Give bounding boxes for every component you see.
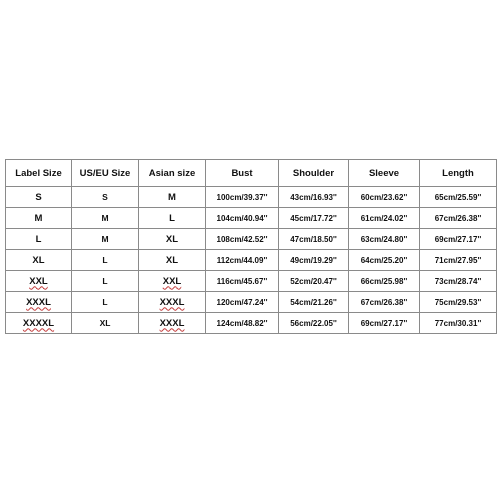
shoulder-cell: 52cm/20.47'' xyxy=(279,271,349,292)
sleeve-cell: 60cm/23.62'' xyxy=(349,187,420,208)
length-cell: 69cm/27.17'' xyxy=(420,229,497,250)
asian-size-cell: XL xyxy=(139,250,206,271)
header-length: Length xyxy=(420,160,497,187)
shoulder-cell: 54cm/21.26'' xyxy=(279,292,349,313)
asian-size-cell xyxy=(139,292,206,313)
us-eu-size-cell: S xyxy=(72,187,139,208)
shoulder-cell: 43cm/16.93'' xyxy=(279,187,349,208)
us-eu-size-cell: L xyxy=(72,292,139,313)
header-sleeve: Sleeve xyxy=(349,160,420,187)
asian-size-text: XXXL xyxy=(159,296,185,308)
sleeve-cell: 64cm/25.20'' xyxy=(349,250,420,271)
asian-size-text: XXL xyxy=(162,275,182,287)
size-chart-table xyxy=(5,159,497,334)
length-cell: 67cm/26.38'' xyxy=(420,208,497,229)
bust-cell: 108cm/42.52'' xyxy=(206,229,279,250)
header-shoulder: Shoulder xyxy=(279,160,349,187)
asian-size-cell: M xyxy=(139,187,206,208)
us-eu-size-cell: L xyxy=(72,271,139,292)
shoulder-cell: 47cm/18.50'' xyxy=(279,229,349,250)
length-cell: 75cm/29.53'' xyxy=(420,292,497,313)
asian-size-cell: XL xyxy=(139,229,206,250)
label-size-cell: XL xyxy=(6,250,72,271)
table-row xyxy=(6,271,497,292)
bust-cell: 116cm/45.67'' xyxy=(206,271,279,292)
label-size-cell xyxy=(6,271,72,292)
sleeve-cell: 69cm/27.17'' xyxy=(349,313,420,334)
header-asian-size: Asian size xyxy=(139,160,206,187)
sleeve-cell: 61cm/24.02'' xyxy=(349,208,420,229)
shoulder-cell: 49cm/19.29'' xyxy=(279,250,349,271)
us-eu-size-cell: L xyxy=(72,250,139,271)
asian-size-text: XXXL xyxy=(159,317,185,329)
sleeve-cell: 63cm/24.80'' xyxy=(349,229,420,250)
header-label-size: Label Size xyxy=(6,160,72,187)
label-size-cell: S xyxy=(6,187,72,208)
us-eu-size-cell: M xyxy=(72,208,139,229)
label-size-cell xyxy=(6,313,72,334)
bust-cell: 100cm/39.37'' xyxy=(206,187,279,208)
label-size-text: XXXXL xyxy=(22,317,55,329)
asian-size-cell xyxy=(139,313,206,334)
asian-size-cell xyxy=(139,271,206,292)
header-us-eu-size: US/EU Size xyxy=(72,160,139,187)
table-row xyxy=(6,292,497,313)
length-cell: 73cm/28.74'' xyxy=(420,271,497,292)
label-size-cell xyxy=(6,292,72,313)
label-size-cell: M xyxy=(6,208,72,229)
sleeve-cell: 66cm/25.98'' xyxy=(349,271,420,292)
us-eu-size-cell: XL xyxy=(72,313,139,334)
shoulder-cell: 45cm/17.72'' xyxy=(279,208,349,229)
table-row xyxy=(6,208,497,229)
length-cell: 71cm/27.95'' xyxy=(420,250,497,271)
bust-cell: 124cm/48.82'' xyxy=(206,313,279,334)
table-row xyxy=(6,313,497,334)
bust-cell: 104cm/40.94'' xyxy=(206,208,279,229)
table-row xyxy=(6,250,497,271)
bust-cell: 120cm/47.24'' xyxy=(206,292,279,313)
bust-cell: 112cm/44.09'' xyxy=(206,250,279,271)
header-row xyxy=(6,160,497,187)
us-eu-size-cell: M xyxy=(72,229,139,250)
label-size-cell: L xyxy=(6,229,72,250)
label-size-text: XXL xyxy=(29,275,48,287)
table-row xyxy=(6,229,497,250)
asian-size-cell: L xyxy=(139,208,206,229)
table-row xyxy=(6,187,497,208)
shoulder-cell: 56cm/22.05'' xyxy=(279,313,349,334)
label-size-text: XXXL xyxy=(26,296,51,308)
length-cell: 65cm/25.59'' xyxy=(420,187,497,208)
header-bust: Bust xyxy=(206,160,279,187)
sleeve-cell: 67cm/26.38'' xyxy=(349,292,420,313)
length-cell: 77cm/30.31'' xyxy=(420,313,497,334)
